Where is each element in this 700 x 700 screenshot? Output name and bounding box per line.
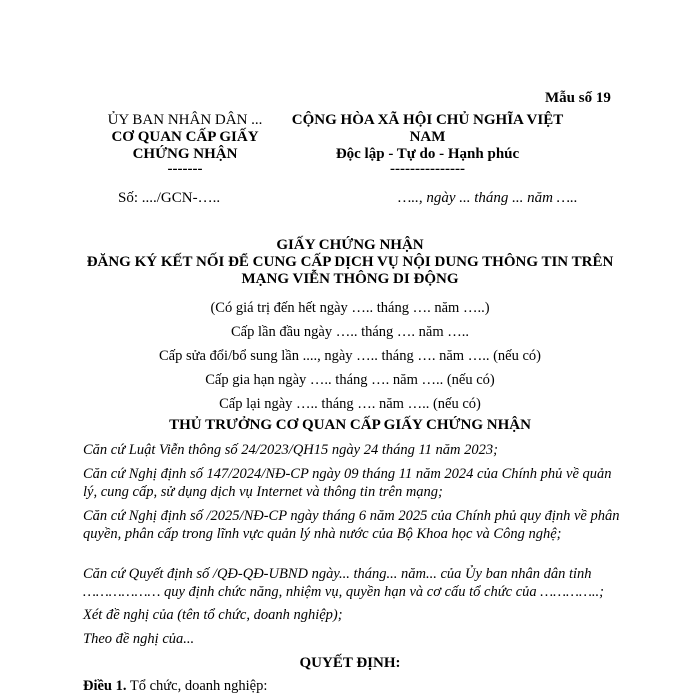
legal-basis-telecom-law: Căn cứ Luật Viễn thông số 24/2023/QH15 ngày 24 tháng 11 năm 2023; <box>83 442 498 458</box>
proposal-by: Theo đề nghị của... <box>83 631 195 647</box>
title-line2: ĐĂNG KÝ KẾT NỐI ĐỂ CUNG CẤP DỊCH VỤ NỘI DUNG THÔNG TIN TRÊN <box>86 254 614 270</box>
agency-name-line2: CHỨNG NHẬN <box>132 146 238 162</box>
right-divider: --------------- <box>390 161 465 177</box>
national-header-block <box>285 112 570 175</box>
country-name-line1: CỘNG HÒA XÃ HỘI CHỦ NGHĨA VIỆT <box>291 112 564 128</box>
form-number-text: Mẫu số 19 <box>545 90 611 106</box>
reissue-date: Cấp lại ngày ….. tháng …. năm ….. (nếu có) <box>219 396 481 412</box>
decision-heading: QUYẾT ĐỊNH: <box>299 655 401 671</box>
title-line3: MẠNG VIỄN THÔNG DI ĐỘNG <box>241 271 459 287</box>
issue-place-date: ….., ngày ... tháng ... năm ….. <box>398 190 578 206</box>
form-number <box>545 90 611 107</box>
agency-name-line1: CƠ QUAN CẤP GIẤY <box>111 129 259 145</box>
extension-date: Cấp gia hạn ngày ….. tháng …. năm ….. (nếu có) <box>205 372 495 388</box>
article-1-label: Điều 1. <box>83 678 127 694</box>
consideration-request: Xét đề nghị của (tên tổ chức, doanh nghiệp); <box>83 607 343 623</box>
national-motto: Độc lập - Tự do - Hạnh phúc <box>335 146 520 162</box>
people-committee-name: ỦY BAN NHÂN DÂN ... <box>107 112 263 128</box>
authority-heading: THỦ TRƯỞNG CƠ QUAN CẤP GIẤY CHỨNG NHẬN <box>169 417 531 433</box>
first-issue-date: Cấp lần đầu ngày ….. tháng …. năm ….. <box>231 324 469 340</box>
article-1 <box>83 678 267 695</box>
legal-basis-decree-2025: Căn cứ Nghị định số /2025/NĐ-CP ngày tháng 6 năm 2025 của Chính phủ quy định về phân quyền, phân cấp trong lĩnh vực quản lý nhà nước của Bộ Khoa học và Công nghệ; <box>83 508 620 542</box>
amendment-date: Cấp sửa đổi/bổ sung lần ...., ngày ….. tháng …. năm ….. (nếu có) <box>159 348 541 364</box>
article-1-text: Tổ chức, doanh nghiệp: <box>126 678 268 694</box>
title-line1: GIẤY CHỨNG NHẬN <box>276 237 424 253</box>
legal-basis-ubnd-decision: Căn cứ Quyết định số /QĐ-QĐ-UBND ngày... tháng... năm... của Ủy ban nhân dân tỉnh ……………… quy định chức năng, nhiệm vụ, quyền hạn và cơ cấu tổ chức của …………..; <box>83 566 604 600</box>
validity-block <box>40 296 660 416</box>
certificate-number: Số: ..../GCN-….. <box>118 190 221 206</box>
left-divider: ------- <box>167 161 203 177</box>
country-name-line2: NAM <box>409 129 446 145</box>
legal-basis-decree-147: Căn cứ Nghị định số 147/2024/NĐ-CP ngày 09 tháng 11 năm 2024 của Chính phủ về quản lý, cung cấp, sử dụng dịch vụ Internet và thông tin trên mạng; <box>83 466 612 500</box>
issuing-agency-block <box>90 112 280 175</box>
certificate-title <box>40 237 660 288</box>
validity-until: (Có giá trị đến hết ngày ….. tháng …. năm …..) <box>210 300 490 316</box>
